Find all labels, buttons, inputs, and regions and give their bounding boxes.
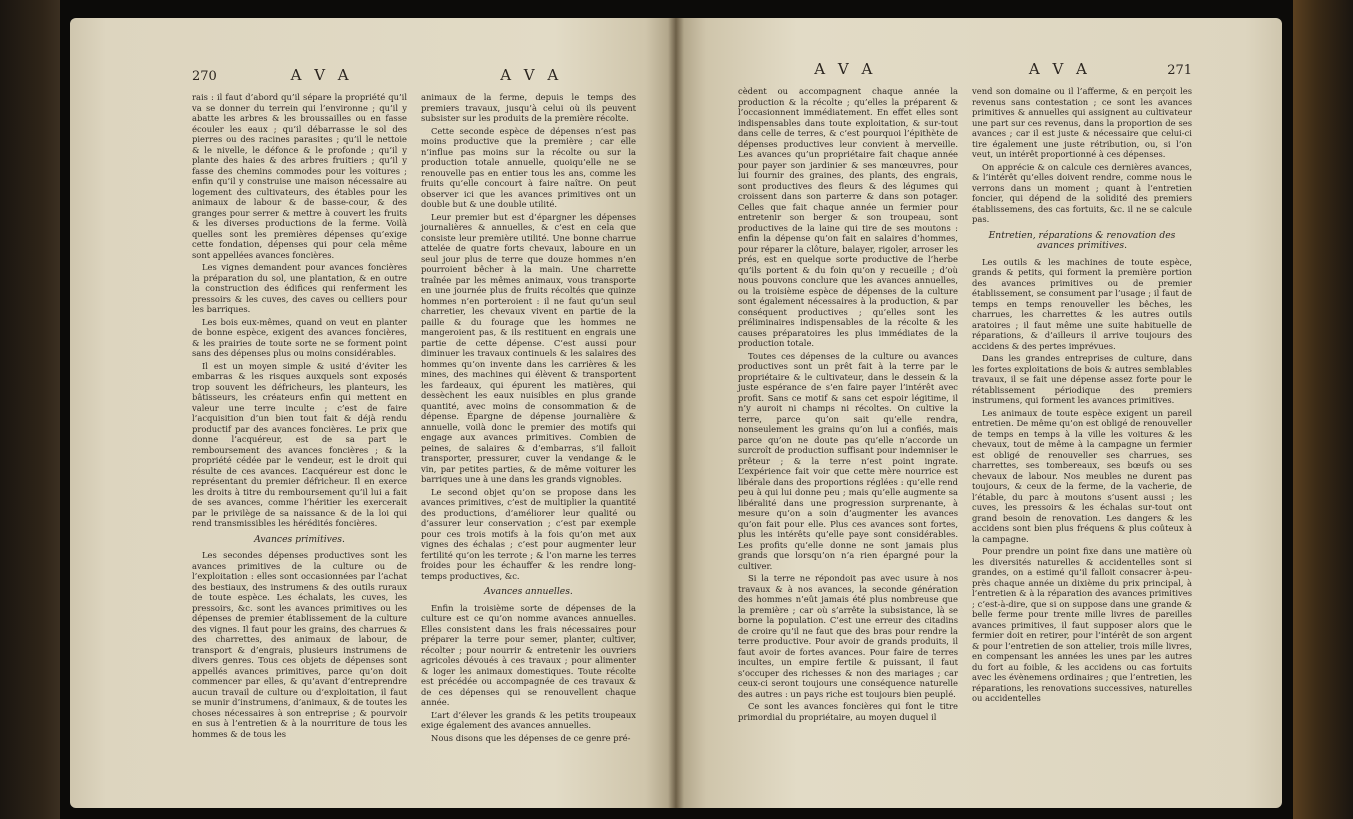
paragraph: Pour prendre un point fixe dans une matière où les diversités naturelles & accidentelles sont si grandes, on a estimé qu’il falloit consacrer à-peu-près chaque année un dixième du prix principal, à l’entretien & à la réparation des avances primitives ; c’est-à-dire, que si on suppose dans une grande & belle ferme pour trente mille livres de pareilles avances primitives, il faut supposer alors que le fermier doit en retirer, pour l’intérêt de son argent & pour l’entretien de son attelier, trois mille livres, en compensant les années les unes par les autres du fort au foible, & les accidens ou cas fortuits avec les évènemens ordinaires ; que l’entretien, les réparations, les renovations successives, naturelles ou accidentelles bbox=[972, 546, 1192, 703]
section-heading: Entretien, réparations & renovation des avances primitives. bbox=[988, 229, 1176, 251]
paragraph: Nous disons que les dépenses de ce genre pré- bbox=[431, 732, 631, 743]
section-heading: Avances annuelles. bbox=[484, 586, 573, 597]
right-page bbox=[676, 18, 1282, 808]
left-page-column-2 bbox=[421, 92, 636, 745]
paragraph: Les bois eux-mêmes, quand on veut en planter de bonne espèce, exigent des avances foncières, & les prairies de toute sorte ne se forment point sans des dépenses plus ou moins considérables. bbox=[192, 316, 407, 358]
running-head-right-1: A V A bbox=[814, 60, 877, 78]
paragraph: vend son domaine ou il l’afferme, & en perçoit les revenus sans contestation ; ce sont les avances primitives & annuelles qui assignent au cultivateur une part sur ces revenus, dans la proportion de ses avances ; car il est juste & nécessaire que celui-ci tire également une juste rétribution, ou, si l’on veut, un intérêt proportionné à ces dépenses. bbox=[972, 86, 1192, 159]
paragraph: Si la terre ne répondoit pas avec usure à nos travaux & à nos avances, la seconde génération des hommes n’eût jamais été plus nombreuse que la première ; car où s’arrête la subsistance, là se borne la population. C’est une erreur des citadins de croire qu’il ne faut que des bras pour rendre la terre productive. Pour avoir de grands produits, il faut avoir de fortes avances. Pour faire de terres incultes, un empire fertile & puissant, il faut s’occuper des richesses & non des mariages ; car ceux-ci seront toujours une conséquence naturelle des autres : un pays riche est toujours bien peuplé. bbox=[738, 573, 958, 699]
paragraph: animaux de la ferme, depuis le temps des premiers travaux, jusqu’à celui où ils peuvent subsister sur les produits de la première récolte. bbox=[421, 92, 636, 123]
book-cover-left bbox=[0, 0, 60, 819]
left-page-header bbox=[192, 66, 636, 86]
paragraph: On apprécie & on calcule ces dernières avances, & l’intérêt qu’elles doivent rendre, comme nous le verrons dans un moment ; quant à l’entretien foncier, qui dépend de la solidité des premiers établissemens, des cas fortuits, &c. il ne se calcule pas. bbox=[972, 161, 1192, 224]
paragraph: Ce sont les avances foncières qui font le titre primordial du propriétaire, au moyen duquel il bbox=[738, 701, 958, 722]
paragraph: Les secondes dépenses productives sont les avances primitives de la culture ou de l’exploitation : elles sont occasionnées par l’achat des bestiaux, des instrumens & des outils ruraux de toute espèce. Les échalats, les cuves, les pressoirs, &c. sont les avances primitives ou les dépenses de premier établissement de la culture des vignes. Il faut pour les grains, des charrues & des charrettes, des animaux de labour, de transport & d’engrais, plusieurs instrumens de divers genres. Tous ces objets de dépenses sont appellés avances primitives, parce qu’on doit commencer par elles, & qu’avant d’entreprendre aucun travail de culture ou d’exploitation, il faut se munir d’instrumens, d’animaux, & de toutes les choses nécessaires à son entreprise ; & pourvoir en sus à l’entretien & à la nourriture de tous les hommes & de tous les bbox=[192, 550, 407, 739]
paragraph: Cette seconde espèce de dépenses n’est pas moins productive que la première ; car elle n’influe pas moins sur la récolte ou sur la production totale annuelle, quoiqu’elle ne se renouvelle pas en entier tous les ans, comme les fruits qu’elle concourt à faire naître. On peut observer ici que les avances primitives ont un double but & une double utilité. bbox=[421, 125, 636, 209]
paragraph: cèdent ou accompagnent chaque année la production & la récolte ; qu’elles la préparent & l’occasionnent immédiatement. En effet elles sont indispensables dans toute exploitation, & sur-tout dans celle de terres, & c’est pourquoi l’épithète de dépenses productives leur convient à merveille. Les avances qu’un propriétaire fait chaque année pour payer son jardinier & ses manœuvres, pour lui fournir des graines, des plants, des engrais, sont productives des fleurs & des légumes qui croissent dans son parterre & dans son potager. Celles que fait chaque année un fermier pour entretenir son berger & son troupeau, sont productives de la laine qui tire de ses moutons : enfin la dépense qu’on fait en salaires d’hommes, pour réparer la clôture, balayer, rigoler, arroser les prés, est en quelque sorte productive de l’herbe qu’ils portent & du foin qu’on y recueille ; d’où nous pouvons conclure que les avances annuelles, ou la troisième espèce de dépenses de la culture sont également nécessaires à la production, & par conséquent productives ; qu’elles sont les préliminaires indispensables de la récolte & les causes préparatoires les plus immédiates de la production totale. bbox=[738, 86, 958, 348]
running-head-left-2: A V A bbox=[500, 66, 563, 84]
running-head-left-1: A V A bbox=[290, 66, 353, 84]
right-page-column-2 bbox=[972, 86, 1192, 724]
left-page bbox=[70, 18, 676, 808]
paragraph: Leur premier but est d’épargner les dépenses journalières & annuelles, & c’est en cela que consiste leur première utilité. Une bonne charrue attelée de quatre forts chevaux, laboure en un seul jour plus de terre que douze hommes n’en pourroient bêcher à la main. Une charrette traînée par les mêmes animaux, vous transporte en une journée plus de fruits récoltés que quinze hommes n’en porteroient : il ne faut qu’un seul charretier, les chevaux vivent en partie de la paille & du fourage que les hommes ne mangeroient pas, & ils restituent en engrais une partie de cette dépense. C’est aussi pour diminuer les travaux continuels & les salaires des hommes qu’on invente dans les carrières & les mines, des machines qui élèvent & transportent les fardeaux, qui épurent les matières, qui dessèchent les eaux nuisibles en plus grande quantité, avec moins de consommation & de dépense. Épargne de dépense journalière & annuelle, voilà donc le premier des motifs qui engage aux avances primitives. Combien de peines, de salaires & d’embarras, s’il falloit transporter, pressurer, cuver la vendange & le vin, par petites parties, & de même voiturer les barriques une à une dans les grands vignobles. bbox=[421, 211, 636, 484]
book-gutter bbox=[668, 18, 684, 808]
paragraph: Les animaux de toute espèce exigent un pareil entretien. De même qu’on est obligé de renouveller de temps en temps à la ville les voitures & les chevaux, tout de même à la campagne un fermier est obligé de renouveller ses charrues, ses charrettes, ses tombereaux, ses bœufs ou ses chevaux de labour. Nos meubles ne durent pas toujours, & ceux de la ferme, de la vacherie, de l’étable, du parc à moutons s’usent aussi ; les cuves, les pressoirs & les échalas sur-tout ont grand besoin de renovation. Les dangers & les accidens sont bien plus fréquens & plus coûteux à la campagne. bbox=[972, 407, 1192, 544]
paragraph: Les outils & les machines de toute espèce, grands & petits, qui forment la première portion des avances primitives ou de premier établissement, se consument par l’usage ; il faut de temps en temps renouveller les bêches, les charrues, les charrettes & les autres outils aratoires ; il faut même une suite habituelle de réparations, & d’ailleurs il arrive toujours des accidens & des pertes imprévues. bbox=[972, 256, 1192, 351]
right-page-header bbox=[738, 60, 1192, 80]
paragraph: Dans les grandes entreprises de culture, dans les fortes exploitations de bois & autres semblables travaux, il se fait une dépense assez forte pour le rétablissement périodique des premiers instrumens, qui forment les avances primitives. bbox=[972, 353, 1192, 405]
paragraph: L’art d’élever les grands & les petits troupeaux exige également des avances annuelles. bbox=[421, 709, 636, 730]
left-page-column-1 bbox=[192, 92, 407, 745]
book-cover-right bbox=[1293, 0, 1353, 819]
page-number-left: 270 bbox=[192, 69, 217, 84]
section-heading: Avances primitives. bbox=[254, 533, 345, 545]
running-head-right-2: A V A bbox=[1028, 60, 1091, 78]
paragraph: Les vignes demandent pour avances foncières la préparation du sol, une plantation, & en outre la construction des édifices qui renferment les pressoirs & les cuves, des caves ou celliers pour les barriques. bbox=[192, 262, 407, 314]
paragraph: Il est un moyen simple & usité d’éviter les embarras & les risques auxquels sont exposés trop souvent les défricheurs, les planteurs, les bâtisseurs, les créateurs enfin qui mettent en valeur une terre inculte ; c’est de faire l’acquisition d’un bien tout fait & déjà rendu productif par des avances foncières. Le prix que donne l’acquéreur, est de sa part le remboursement des avances foncières ; & la propriété cédée par le vendeur, est le droit qui résulte de ces avances. L’acquéreur est donc le représentant du premier défricheur. Il en exerce les droits à titre du remboursement qu’il lui a fait de ses avances, comme l’héritier les exercerait par le privilège de sa naissance & de la loi qui rend transmissibles les hérédités foncières. bbox=[192, 360, 407, 528]
paragraph: rais : il faut d’abord qu’il sépare la propriété qu’il va se donner du terrein qui l’environne ; qu’il y abatte les arbres & les broussailles ou en fasse écouler les eaux ; qu’il débarrasse le sol des pierres ou des racines parasites ; qu’il le nettoie & le nivelle, le défonce & le profonde ; qu’il y plante des haies & des arbres fruitiers ; qu’il y fasse des chemins commodes pour les voitures ; enfin qu’il y construise une maison nécessaire au logement des cultivateurs, des étables pour les animaux de labour & de basse-cour, & des granges pour serrer & mettre à couvert les fruits & les diverses productions de la ferme. Voilà quelles sont les premières dépenses qu’exige cette fondation, dépenses qui pour cela même sont appellées avances foncières. bbox=[192, 92, 407, 260]
paragraph: Enfin la troisième sorte de dépenses de la culture est ce qu’on nomme avances annuelles. Elles consistent dans les frais nécessaires pour préparer la terre pour semer, planter, cultiver, récolter ; pour nourrir & entretenir les ouvriers agricoles dévoués à ces travaux ; pour alimenter & loger les animaux domestiques. Toute récolte est précédée ou accompagnée de ces travaux & de ces dépenses qui se renouvellent chaque année. bbox=[421, 602, 636, 707]
right-page-column-1 bbox=[738, 86, 958, 724]
page-number-right: 271 bbox=[1167, 63, 1193, 78]
paragraph: Toutes ces dépenses de la culture ou avances productives sont un prêt fait à la terre par le propriétaire & le cultivateur, dans le dessein & la juste espérance de s’en faire payer l’intérêt avec profit. Sans ce motif & sans cet espoir légitime, il n’y auroit ni champs ni récoltes. On cultive la terre, parce qu’on sait qu’elle rendra, nonseulement les grains qu’on lui a confiés, mais parce qu’on ne doute pas qu’elle n’accorde un surcroît de production suffisant pour indemniser le prêteur ; & la terre n’est point ingrate. L’expérience fait voir que cette mère nourrice est libérale dans des proportions réglées : qu’elle rend peu à qui lui donne peu ; mais qu’elle augmente sa libéralité dans une progression surprenante, à mesure qu’on a soin d’augmenter les avances qu’on fait pour elle. Plus ces avances sont fortes, plus les intérêts qu’elle paye sont considérables. Les profits qu’elle donne ne sont jamais plus grands que lorsqu’on n’a rien épargné pour la cultiver. bbox=[738, 350, 958, 571]
paragraph: Le second objet qu’on se propose dans les avances primitives, c’est de multiplier la quantité des productions, d’améliorer leur qualité ou d’assurer leur conservation ; c’est par exemple pour ces trois motifs à la fois qu’on met aux vignes des échalas ; c’est pour augmenter leur fertilité qu’on les terrote ; & l’on marne les terres froides pour les échauffer & les rendre long-temps productives, &c. bbox=[421, 486, 636, 581]
